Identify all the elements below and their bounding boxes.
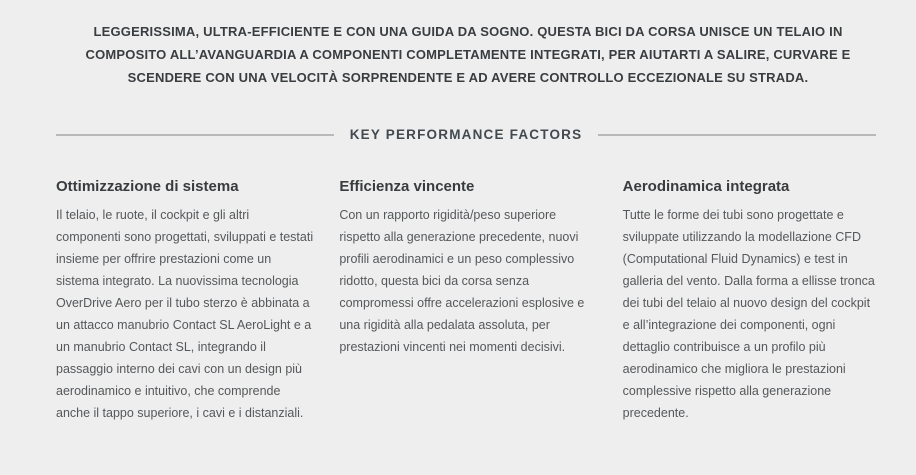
factor-body: Il telaio, le ruote, il cockpit e gli altri componenti sono progettati, sviluppati e testati insieme per offrire prestazioni come un sistema integrato. La nuovissima tecnologia OverDrive Aero per il tubo sterzo è abbinata a un attacco manubrio Contact SL AeroLight e a un manubrio Contact SL, integrando il passaggio interno dei cavi con un design più aerodinamico e intuitivo, che comprende anche il tappo superiore, i cavi e i distanziali. bbox=[56, 208, 314, 420]
divider-line-right bbox=[598, 134, 876, 136]
section-title: KEY PERFORMANCE FACTORS bbox=[349, 127, 583, 142]
factor-heading: Aerodinamica integrata bbox=[622, 178, 790, 195]
factor-column-integrated-aerodynamics bbox=[623, 178, 880, 424]
factor-column-winning-efficiency bbox=[339, 178, 596, 424]
key-performance-factors bbox=[56, 178, 880, 424]
intro-paragraph: LEGGERISSIMA, ULTRA-EFFICIENTE E CON UNA GUIDA DA SOGNO. QUESTA BICI DA CORSA UNISCE UN TELAIO IN COMPOSITO ALL’AVANGUARDIA A COMPONENTI COMPLETAMENTE INTEGRATI, PER AIUTARTI A SALIRE, CURVARE E SCENDERE CON UNA VELOCITÀ SORPRENDENTE E AD AVERE CONTROLLO ECCEZIONALE SU STRADA. bbox=[85, 24, 851, 85]
divider-line-left bbox=[56, 134, 334, 136]
factor-column-system-optimization bbox=[56, 178, 313, 424]
factor-heading: Efficienza vincente bbox=[339, 178, 475, 195]
factor-body: Con un rapporto rigidità/peso superiore rispetto alla generazione precedente, nuovi profili aerodinamici e un peso complessivo ridotto, questa bici da corsa senza compromessi offre accelerazioni esplosive e una rigidità alla pedalata assoluta, per prestazioni vincenti nei momenti decisivi. bbox=[339, 208, 585, 354]
factor-body: Tutte le forme dei tubi sono progettate e sviluppate utilizzando la modellazione CFD (Computational Fluid Dynamics) e test in galleria del vento. Dalla forma a ellisse tronca dei tubi del telaio al nuovo design del cockpit e all’integrazione dei componenti, ogni dettaglio contribuisce a un profilo più aerodinamico che migliora le prestazioni complessive rispetto alla generazione precedente. bbox=[622, 208, 875, 420]
factor-heading: Ottimizzazione di sistema bbox=[56, 178, 239, 195]
product-description-section bbox=[56, 0, 880, 424]
section-divider bbox=[56, 127, 876, 142]
